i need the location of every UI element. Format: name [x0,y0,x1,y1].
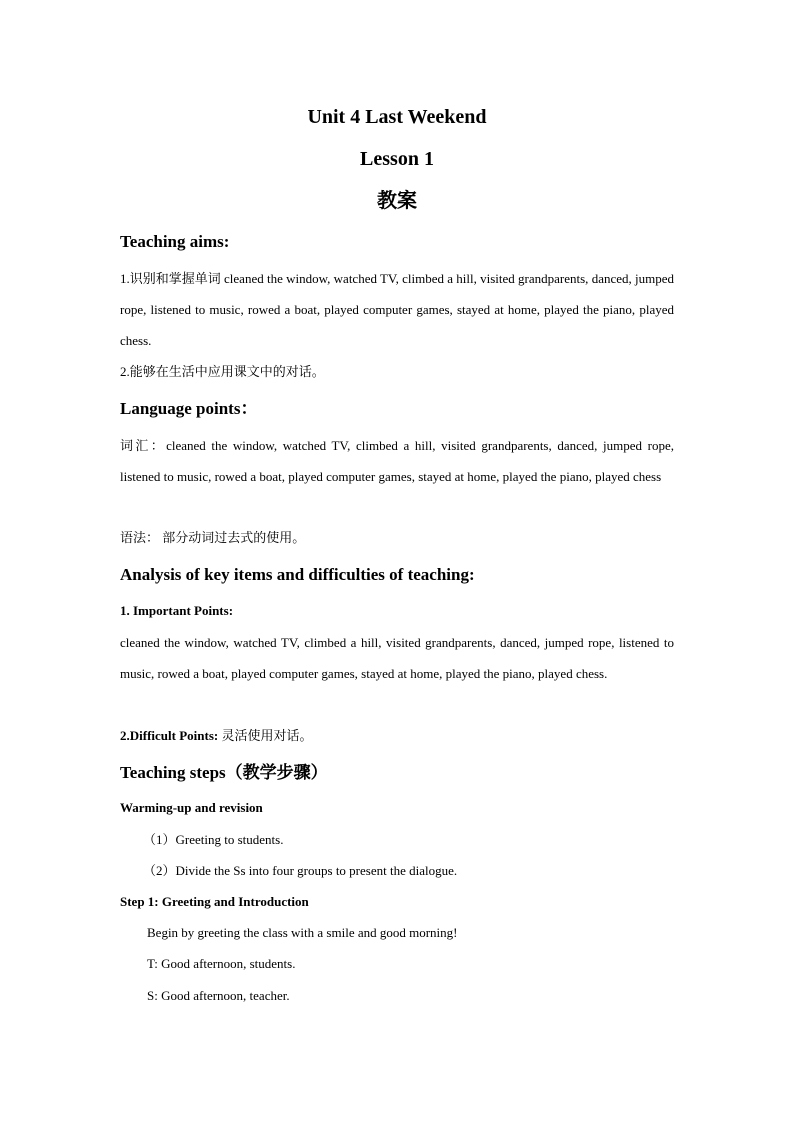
language-points-grammar: 语法： 部分动词过去式的使用。 [120,530,306,545]
unit-title: Unit 4 Last Weekend [307,106,487,128]
step-1-line-3: S: Good afternoon, teacher. [147,988,290,1003]
difficult-points-label: 2.Difficult Points: [120,728,219,743]
analysis-heading: Analysis of key items and difficulties of teaching: [120,565,475,584]
teaching-aims-heading: Teaching aims: [120,232,230,251]
difficult-points [120,727,312,745]
warming-up-item-2: （2）Divide the Ss into four groups to present the dialogue. [143,863,458,878]
teaching-steps-heading: Teaching steps（教学步骤） [120,763,328,782]
important-points-label: 1. Important Points: [120,603,234,618]
warming-up-item-1: （1）Greeting to students. [143,832,284,847]
step-1-heading: Step 1: Greeting and Introduction [120,894,309,909]
difficult-points-text: 灵活使用对话。 [218,728,313,743]
step-1-line-2: T: Good afternoon, students. [147,956,296,971]
lesson-title: Lesson 1 [360,148,434,170]
teaching-aims-item-2: 2.能够在生活中应用课文中的对话。 [120,364,325,379]
teaching-aims-item-1: 1.识别和掌握单词 cleaned the window, watched TV, climbed a hill, visited grandparents, danced, jumped rope, listened to music, rowed a boat, played computer games, stayed at home, played the piano, played chess. [120,271,674,348]
language-points-heading: Language points： [120,399,258,418]
warming-up-heading: Warming-up and revision [120,800,263,815]
step-1-line-1: Begin by greeting the class with a smile and good morning! [147,925,458,940]
plan-title: 教案 [377,190,417,212]
language-points-vocab: 词汇：cleaned the window, watched TV, climbed a hill, visited grandparents, danced, jumped rope, listened to music, rowed a boat, played computer games, stayed at home, played the piano, played chess [120,438,674,484]
important-points-text: cleaned the window, watched TV, climbed a hill, visited grandparents, danced, jumped rope, listened to music, rowed a boat, played computer games, stayed at home, played the piano, played chess. [120,635,674,681]
